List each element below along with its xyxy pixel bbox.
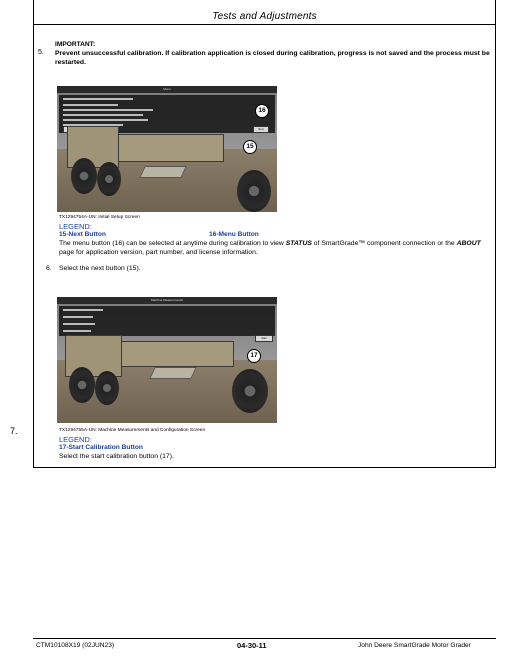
- figure-2-caption: TX1294755A-UN: Machine Measurements and Configuration Screen: [59, 428, 206, 433]
- step-5-number: 5.: [38, 49, 44, 56]
- step-6-text: Select the next button (15).: [59, 265, 141, 272]
- step-7-text: Select the start calibration button (17).: [59, 453, 174, 460]
- machine-measurements-screenshot: [57, 297, 277, 423]
- step-6-number: 6.: [46, 265, 52, 272]
- legend-item-15: 15-Next Button: [59, 231, 106, 238]
- legend-item-16: 16-Menu Button: [209, 231, 259, 238]
- important-text: Prevent unsuccessful calibration. If calibration application is closed during calibration, progress is not saved and the process must be restarted.: [55, 50, 490, 66]
- callout-17: 17: [247, 349, 261, 363]
- menu-description: The menu button (16) can be selected at anytime during calibration to view STATUS of SmartGrade™ component connection or the ABOUT page for application version, part number, and license information.: [59, 240, 481, 256]
- grader-frame: [102, 134, 224, 162]
- footer-divider: [33, 638, 496, 639]
- step-7-number: 7.: [10, 426, 18, 436]
- important-label: IMPORTANT:: [55, 41, 96, 48]
- screen-title: Machine Measurements: [150, 298, 183, 302]
- callout-15: 15: [243, 140, 257, 154]
- header-divider: [34, 24, 495, 25]
- legend-label: LEGEND:: [59, 222, 92, 231]
- page-frame: [33, 0, 496, 468]
- section-title: Tests and Adjustments: [212, 11, 317, 22]
- footer-page-number: 04-30-11: [237, 641, 267, 650]
- figure-1-caption: TX1294754A-UN: Initial Setup Screen: [59, 215, 140, 220]
- grader-blade: [139, 166, 187, 178]
- grader-blade: [149, 367, 197, 379]
- grader-frame: [112, 341, 234, 367]
- start-calibration-button[interactable]: Start: [255, 335, 273, 342]
- legend-label: LEGEND:: [59, 435, 92, 444]
- callout-16: 16: [255, 104, 269, 118]
- footer-doc-id: CTM10108X19 (02JUN23): [36, 642, 115, 649]
- next-button[interactable]: Next: [253, 126, 269, 133]
- screen-title: Menu: [163, 87, 171, 91]
- initial-setup-screenshot: [57, 86, 277, 212]
- footer-product: John Deere SmartGrade Motor Grader: [358, 642, 471, 649]
- measurements-panel: [59, 306, 275, 336]
- legend-item-17: 17-Start Calibration Button: [59, 444, 143, 451]
